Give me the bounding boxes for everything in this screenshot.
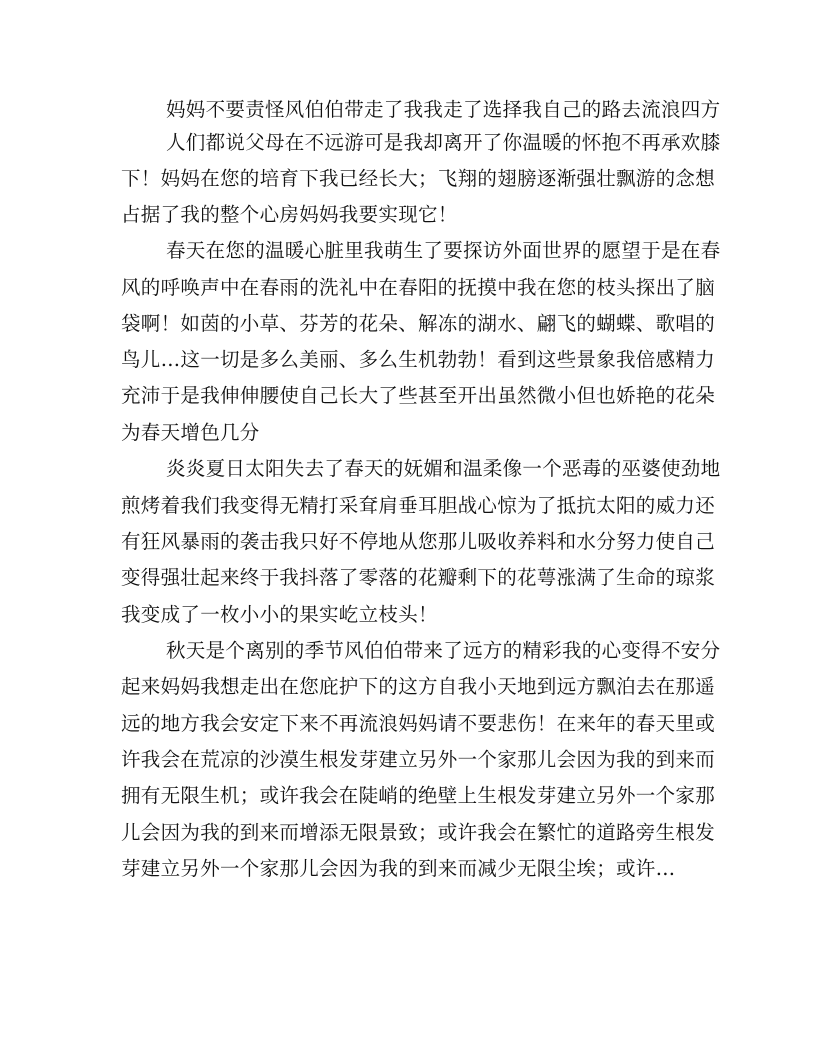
paragraph-5-line-6: 儿会因为我的到来而增添无限景致；或许我会在繁忙的道路旁生根发 [121,821,716,844]
paragraph-4-line-5: 我变成了一枚小小的果实屹立枝头！ [121,603,438,626]
paragraph-4-line-4: 变得强壮起来终于我抖落了零落的花瓣剩下的花萼涨满了生命的琼浆 [121,566,716,589]
paragraph-5-line-5: 拥有无限生机；或许我会在陡峭的绝壁上生根发芽建立另外一个家那 [121,784,716,807]
paragraph-4-line-3: 有狂风暴雨的袭击我只好不停地从您那儿吸收养料和水分努力使自己 [121,530,716,553]
paragraph-5-line-1: 秋天是个离别的季节风伯伯带来了远方的精彩我的心变得不安分 [166,639,721,662]
paragraph-4-line-2: 煎烤着我们我变得无精打采耷肩垂耳胆战心惊为了抵抗太阳的威力还 [121,494,716,517]
paragraph-5-line-4: 许我会在荒凉的沙漠生根发芽建立另外一个家那儿会因为我的到来而 [121,748,716,771]
paragraph-5-line-2: 起来妈妈我想走出在您庇护下的这方自我小天地到远方飘泊去在那遥 [121,675,716,698]
paragraph-2-line-3: 占据了我的整个心房妈妈我要实现它！ [121,203,458,226]
paragraph-5-line-7: 芽建立另外一个家那儿会因为我的到来而减少无限尘埃；或许… [121,857,676,880]
paragraph-3-line-1: 春天在您的温暖心脏里我萌生了要探访外面世界的愿望于是在春 [166,239,721,262]
paragraph-1-line-1: 妈妈不要责怪风伯伯带走了我我走了选择我自己的路去流浪四方 [166,98,721,121]
paragraph-2-line-1: 人们都说父母在不远游可是我却离开了你温暖的怀抱不再承欢膝 [166,131,721,154]
paragraph-3-line-5: 充沛于是我伸伸腰使自己长大了些甚至开出虽然微小但也娇艳的花朵 [121,384,716,407]
paragraph-3-line-3: 袋啊！如茵的小草、芬芳的花朵、解冻的湖水、翩飞的蝴蝶、歌唱的 [121,312,716,335]
paragraph-3-line-6: 为春天增色几分 [121,421,260,444]
paragraph-2-line-2: 下！妈妈在您的培育下我已经长大；飞翔的翅膀逐渐强壮飘游的念想 [121,167,716,190]
paragraph-3-line-4: 鸟儿…这一切是多么美丽、多么生机勃勃！看到这些景象我倍感精力 [121,348,716,371]
paragraph-4-line-1: 炎炎夏日太阳失去了春天的妩媚和温柔像一个恶毒的巫婆使劲地 [166,457,721,480]
paragraph-3-line-2: 风的呼唤声中在春雨的洗礼中在春阳的抚摸中我在您的枝头探出了脑 [121,276,716,299]
paragraph-5-line-3: 远的地方我会安定下来不再流浪妈妈请不要悲伤！在来年的春天里或 [121,712,716,735]
